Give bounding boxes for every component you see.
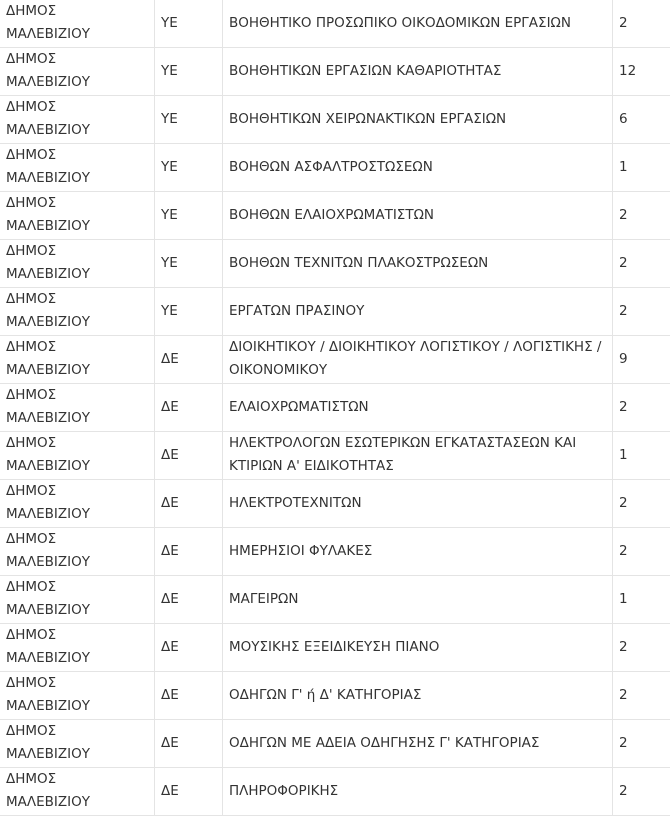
municipality-line-1: ΔΗΜΟΣ bbox=[6, 435, 57, 451]
table-row bbox=[0, 623, 670, 671]
municipality-cell bbox=[0, 335, 155, 383]
municipality-line-2: ΜΑΛΕΒΙΖΙΟΥ bbox=[6, 746, 90, 762]
municipality-cell bbox=[0, 239, 155, 287]
category-cell: ΥΕ bbox=[155, 0, 223, 47]
specialty-cell: ΒΟΗΘΩΝ ΑΣΦΑΛΤΡΟΣΤΩΣΕΩΝ bbox=[223, 143, 613, 191]
category-cell: ΥΕ bbox=[155, 95, 223, 143]
category-cell: ΔΕ bbox=[155, 527, 223, 575]
municipality-line-1: ΔΗΜΟΣ bbox=[6, 291, 57, 307]
category-cell: ΔΕ bbox=[155, 335, 223, 383]
positions-count-cell: 9 bbox=[613, 335, 670, 383]
table-row bbox=[0, 767, 670, 815]
specialty-cell: ΕΡΓΑΤΩΝ ΠΡΑΣΙΝΟΥ bbox=[223, 287, 613, 335]
municipality-cell bbox=[0, 671, 155, 719]
specialty-cell: ΗΜΕΡΗΣΙΟΙ ΦΥΛΑΚΕΣ bbox=[223, 527, 613, 575]
positions-count-cell: 2 bbox=[613, 527, 670, 575]
table-row bbox=[0, 671, 670, 719]
table-row bbox=[0, 575, 670, 623]
municipality-line-1: ΔΗΜΟΣ bbox=[6, 675, 57, 691]
municipality-cell bbox=[0, 191, 155, 239]
table-row bbox=[0, 335, 670, 383]
specialty-cell: ΠΛΗΡΟΦΟΡΙΚΗΣ bbox=[223, 767, 613, 815]
category-cell: ΔΕ bbox=[155, 383, 223, 431]
category-cell: ΔΕ bbox=[155, 431, 223, 479]
specialty-cell: ΗΛΕΚΤΡΟΛΟΓΩΝ ΕΣΩΤΕΡΙΚΩΝ ΕΓΚΑΤΑΣΤΑΣΕΩΝ ΚΑΙ ΚΤΙΡΙΩΝ Α' ΕΙΔΙΚΟΤΗΤΑΣ bbox=[223, 431, 613, 479]
category-cell: ΥΕ bbox=[155, 287, 223, 335]
municipality-cell bbox=[0, 767, 155, 815]
category-cell: ΔΕ bbox=[155, 767, 223, 815]
municipality-line-2: ΜΑΛΕΒΙΖΙΟΥ bbox=[6, 698, 90, 714]
municipality-line-2: ΜΑΛΕΒΙΖΙΟΥ bbox=[6, 26, 90, 43]
municipality-line-2: ΜΑΛΕΒΙΖΙΟΥ bbox=[6, 266, 90, 282]
table-row bbox=[0, 383, 670, 431]
municipality-line-2: ΜΑΛΕΒΙΖΙΟΥ bbox=[6, 314, 90, 330]
table-row bbox=[0, 47, 670, 95]
category-cell: ΔΕ bbox=[155, 719, 223, 767]
category-cell: ΥΕ bbox=[155, 191, 223, 239]
positions-count-cell: 6 bbox=[613, 95, 670, 143]
municipality-line-1: ΔΗΜΟΣ bbox=[6, 531, 57, 547]
municipality-line-2: ΜΑΛΕΒΙΖΙΟΥ bbox=[6, 218, 90, 234]
specialty-cell: ΗΛΕΚΤΡΟΤΕΧΝΙΤΩΝ bbox=[223, 479, 613, 527]
municipality-line-1: ΔΗΜΟΣ bbox=[6, 483, 57, 499]
municipality-cell bbox=[0, 479, 155, 527]
category-cell: ΔΕ bbox=[155, 575, 223, 623]
municipality-line-2: ΜΑΛΕΒΙΖΙΟΥ bbox=[6, 170, 90, 186]
specialty-cell: ΟΔΗΓΩΝ ΜΕ ΑΔΕΙΑ ΟΔΗΓΗΣΗΣ Γ' ΚΑΤΗΓΟΡΙΑΣ bbox=[223, 719, 613, 767]
municipality-line-2: ΜΑΛΕΒΙΖΙΟΥ bbox=[6, 122, 90, 138]
table-row bbox=[0, 431, 670, 479]
positions-count-cell: 1 bbox=[613, 431, 670, 479]
municipality-line-1: ΔΗΜΟΣ bbox=[6, 771, 57, 787]
municipality-cell bbox=[0, 623, 155, 671]
municipality-line-2: ΜΑΛΕΒΙΖΙΟΥ bbox=[6, 650, 90, 666]
category-cell: ΥΕ bbox=[155, 239, 223, 287]
municipality-line-2: ΜΑΛΕΒΙΖΙΟΥ bbox=[6, 794, 90, 810]
municipality-cell bbox=[0, 527, 155, 575]
municipality-line-1: ΔΗΜΟΣ bbox=[6, 99, 57, 115]
positions-count-cell: 2 bbox=[613, 479, 670, 527]
municipality-line-2: ΜΑΛΕΒΙΖΙΟΥ bbox=[6, 74, 90, 90]
table-row bbox=[0, 0, 670, 47]
category-cell: ΔΕ bbox=[155, 671, 223, 719]
municipality-cell bbox=[0, 95, 155, 143]
municipality-cell bbox=[0, 719, 155, 767]
positions-count-cell: 2 bbox=[613, 383, 670, 431]
positions-count-cell: 1 bbox=[613, 575, 670, 623]
specialty-cell: ΟΔΗΓΩΝ Γ' ή Δ' ΚΑΤΗΓΟΡΙΑΣ bbox=[223, 671, 613, 719]
category-cell: ΥΕ bbox=[155, 143, 223, 191]
positions-count-cell: 2 bbox=[613, 719, 670, 767]
positions-count-cell: 2 bbox=[613, 671, 670, 719]
municipality-line-2: ΜΑΛΕΒΙΖΙΟΥ bbox=[6, 362, 90, 378]
municipality-line-2: ΜΑΛΕΒΙΖΙΟΥ bbox=[6, 602, 90, 618]
category-cell: ΥΕ bbox=[155, 47, 223, 95]
municipality-cell bbox=[0, 431, 155, 479]
table-row bbox=[0, 287, 670, 335]
municipality-line-1: ΔΗΜΟΣ bbox=[6, 147, 57, 163]
municipality-line-1: ΔΗΜΟΣ bbox=[6, 195, 57, 211]
table-row bbox=[0, 527, 670, 575]
specialty-cell: ΔΙΟΙΚΗΤΙΚΟΥ / ΔΙΟΙΚΗΤΙΚΟΥ ΛΟΓΙΣΤΙΚΟΥ / ΛΟΓΙΣΤΙΚΗΣ / ΟΙΚΟΝΟΜΙΚΟΥ bbox=[223, 335, 613, 383]
table-row bbox=[0, 95, 670, 143]
municipality-cell bbox=[0, 575, 155, 623]
municipality-cell bbox=[0, 383, 155, 431]
specialty-cell: ΜΑΓΕΙΡΩΝ bbox=[223, 575, 613, 623]
table-row bbox=[0, 191, 670, 239]
specialty-cell: ΒΟΗΘΗΤΙΚΩΝ ΕΡΓΑΣΙΩΝ ΚΑΘΑΡΙΟΤΗΤΑΣ bbox=[223, 47, 613, 95]
positions-count-cell: 12 bbox=[613, 47, 670, 95]
positions-count-cell: 2 bbox=[613, 0, 670, 47]
specialty-cell: ΕΛΑΙΟΧΡΩΜΑΤΙΣΤΩΝ bbox=[223, 383, 613, 431]
municipality-line-2: ΜΑΛΕΒΙΖΙΟΥ bbox=[6, 458, 90, 474]
positions-count-cell: 2 bbox=[613, 623, 670, 671]
specialty-cell: ΜΟΥΣΙΚΗΣ ΕΞΕΙΔΙΚΕΥΣΗ ΠΙΑΝΟ bbox=[223, 623, 613, 671]
table-row bbox=[0, 479, 670, 527]
specialty-cell: ΒΟΗΘΩΝ ΕΛΑΙΟΧΡΩΜΑΤΙΣΤΩΝ bbox=[223, 191, 613, 239]
municipality-line-1: ΔΗΜΟΣ bbox=[6, 243, 57, 259]
category-cell: ΔΕ bbox=[155, 623, 223, 671]
specialty-cell: ΒΟΗΘΗΤΙΚΩΝ ΧΕΙΡΩΝΑΚΤΙΚΩΝ ΕΡΓΑΣΙΩΝ bbox=[223, 95, 613, 143]
municipality-line-1: ΔΗΜΟΣ bbox=[6, 387, 57, 403]
municipality-line-1: ΔΗΜΟΣ bbox=[6, 339, 57, 355]
specialty-cell: ΒΟΗΘΗΤΙΚΟ ΠΡΟΣΩΠΙΚΟ ΟΙΚΟΔΟΜΙΚΩΝ ΕΡΓΑΣΙΩΝ bbox=[223, 0, 613, 47]
municipality-line-1: ΔΗΜΟΣ bbox=[6, 3, 57, 20]
municipality-cell bbox=[0, 143, 155, 191]
municipality-line-1: ΔΗΜΟΣ bbox=[6, 723, 57, 739]
positions-count-cell: 2 bbox=[613, 191, 670, 239]
table-row bbox=[0, 719, 670, 767]
positions-count-cell: 2 bbox=[613, 287, 670, 335]
positions-count-cell: 2 bbox=[613, 239, 670, 287]
municipality-line-2: ΜΑΛΕΒΙΖΙΟΥ bbox=[6, 554, 90, 570]
municipality-line-1: ΔΗΜΟΣ bbox=[6, 579, 57, 595]
table-row bbox=[0, 143, 670, 191]
municipality-line-1: ΔΗΜΟΣ bbox=[6, 51, 57, 67]
municipality-line-1: ΔΗΜΟΣ bbox=[6, 627, 57, 643]
positions-count-cell: 2 bbox=[613, 767, 670, 815]
municipality-line-2: ΜΑΛΕΒΙΖΙΟΥ bbox=[6, 410, 90, 426]
municipality-cell bbox=[0, 0, 155, 47]
category-cell: ΔΕ bbox=[155, 479, 223, 527]
specialty-cell: ΒΟΗΘΩΝ ΤΕΧΝΙΤΩΝ ΠΛΑΚΟΣΤΡΩΣΕΩΝ bbox=[223, 239, 613, 287]
table-row bbox=[0, 239, 670, 287]
municipality-cell bbox=[0, 47, 155, 95]
municipality-cell bbox=[0, 287, 155, 335]
positions-count-cell: 1 bbox=[613, 143, 670, 191]
municipality-line-2: ΜΑΛΕΒΙΖΙΟΥ bbox=[6, 506, 90, 522]
